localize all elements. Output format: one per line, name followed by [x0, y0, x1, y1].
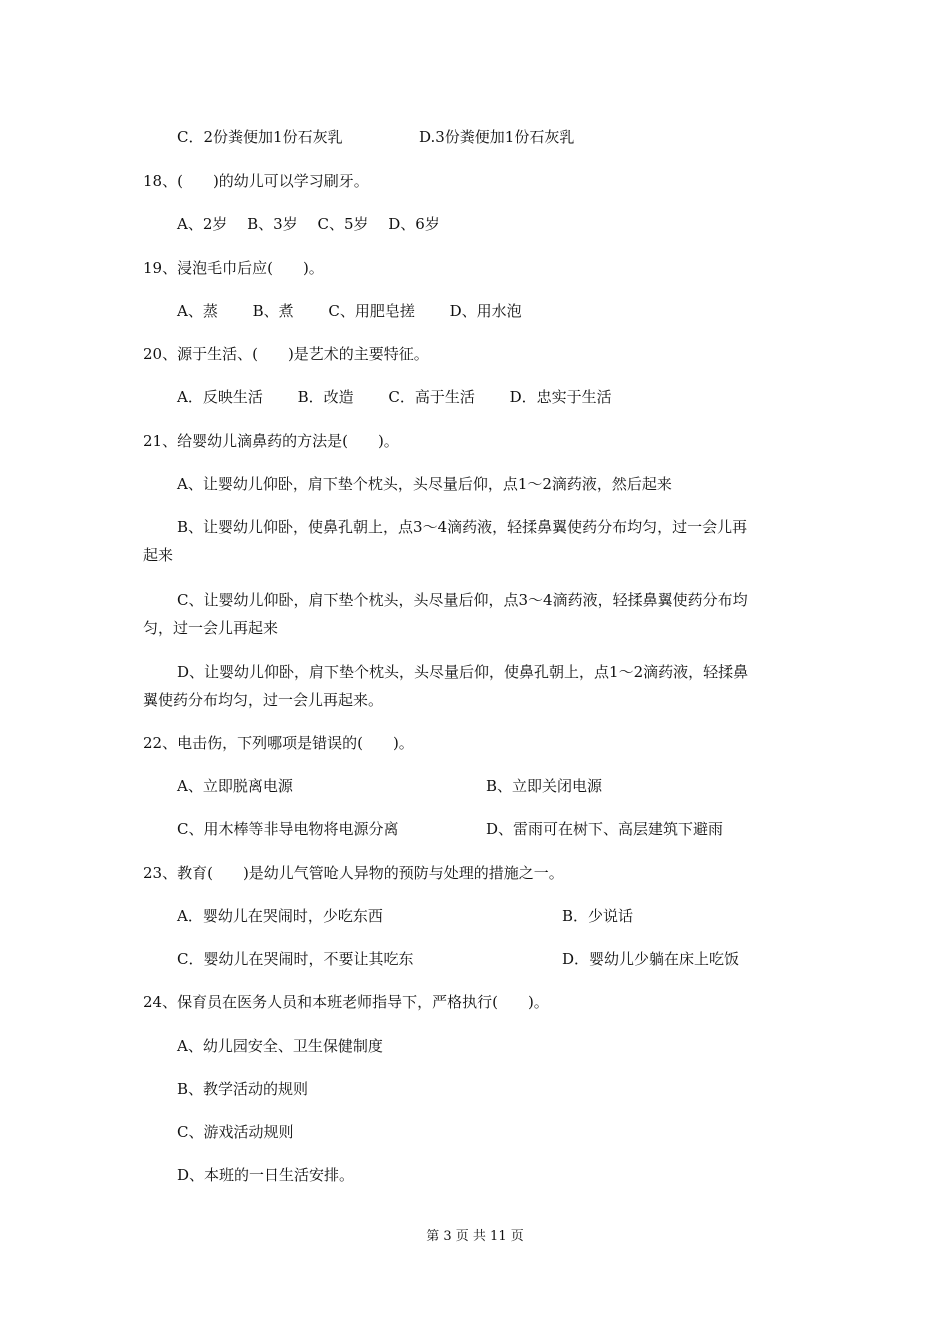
q19-stem: 19、浸泡毛巾后应( )。	[143, 259, 324, 277]
q17-option-c: C．2份粪便加1份石灰乳	[177, 128, 343, 146]
q22-option-b: B、立即关闭电源	[486, 777, 603, 795]
q21-stem: 21、给婴幼儿滴鼻药的方法是( )。	[143, 432, 399, 450]
q21-option-c-line1: C、让婴幼儿仰卧，肩下垫个枕头，头尽量后仰，点3～4滴药液，轻揉鼻翼使药分布均	[177, 591, 748, 609]
q22-option-a: A、立即脱离电源	[177, 777, 293, 795]
q21-option-b-line1: B、让婴幼儿仰卧，使鼻孔朝上，点3～4滴药液，轻揉鼻翼使药分布均匀，过一会儿再	[177, 518, 748, 536]
q24-stem: 24、保育员在医务人员和本班老师指导下，严格执行( )。	[143, 993, 549, 1011]
q20-options: A．反映生活 B．改造 C．高于生活 D．忠实于生活	[177, 388, 612, 406]
q21-option-d-line2: 翼使药分布均匀，过一会儿再起来。	[143, 691, 384, 709]
q23-option-d: D．婴幼儿少躺在床上吃饭	[562, 950, 740, 968]
q18-options: A、2岁 B、3岁 C、5岁 D、6岁	[177, 215, 440, 233]
q23-option-c: C．婴幼儿在哭闹时，不要让其吃东	[177, 950, 414, 968]
q21-option-a: A、让婴幼儿仰卧，肩下垫个枕头，头尽量后仰，点1～2滴药液，然后起来	[177, 475, 672, 493]
q21-option-c-line2: 匀，过一会儿再起来	[143, 619, 279, 637]
q18-stem: 18、( )的幼儿可以学习刷牙。	[143, 172, 369, 190]
q20-stem: 20、源于生活、( )是艺术的主要特征。	[143, 345, 429, 363]
page-footer: 第 3 页 共 11 页	[426, 1229, 524, 1244]
q21-option-b-line2: 起来	[143, 546, 174, 564]
q23-option-b: B．少说话	[562, 907, 634, 925]
q24-option-a: A、幼儿园安全、卫生保健制度	[177, 1037, 383, 1055]
q22-stem: 22、电击伤，下列哪项是错误的( )。	[143, 734, 414, 752]
q23-option-a: A．婴幼儿在哭闹时，少吃东西	[177, 907, 383, 925]
q24-option-b: B、教学活动的规则	[177, 1080, 309, 1098]
q22-option-d: D、雷雨可在树下、高层建筑下避雨	[486, 820, 724, 838]
q22-option-c: C、用木棒等非导电物将电源分离	[177, 820, 399, 838]
q24-option-d: D、本班的一日生活安排。	[177, 1166, 355, 1184]
q21-option-d-line1: D、让婴幼儿仰卧，肩下垫个枕头，头尽量后仰，使鼻孔朝上，点1～2滴药液，轻揉鼻	[177, 663, 749, 681]
q17-option-d: D.3份粪便加1份石灰乳	[419, 128, 575, 146]
q19-options: A、蒸 B、煮 C、用肥皂搓 D、用水泡	[177, 302, 522, 320]
q24-option-c: C、游戏活动规则	[177, 1123, 294, 1141]
q23-stem: 23、教育( )是幼儿气管呛人异物的预防与处理的措施之一。	[143, 864, 564, 882]
